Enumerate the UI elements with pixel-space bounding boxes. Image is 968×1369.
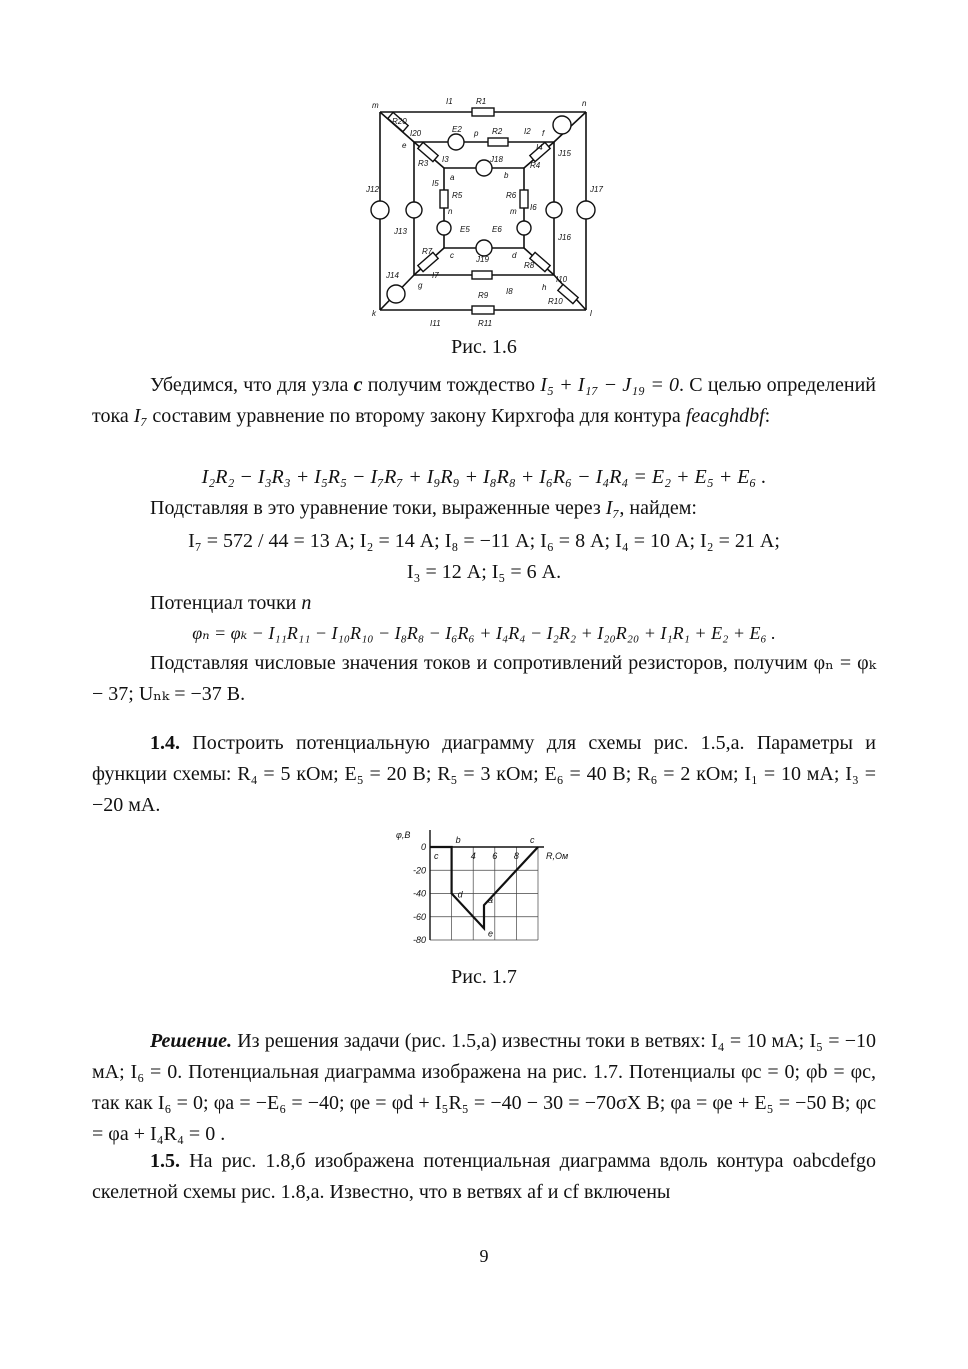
p1-contour: feacghdbf <box>685 405 765 427</box>
figure-1-6-caption: Рис. 1.6 <box>451 336 517 358</box>
figure-1-7-caption: Рис. 1.7 <box>451 966 517 988</box>
label-I20: I20 <box>410 129 422 138</box>
p3-text-a: Потенциал точки <box>150 592 302 614</box>
label-J16: J16 <box>558 233 571 242</box>
x-axis-label: R,Ом <box>546 851 569 861</box>
label-R6: R6 <box>506 191 517 200</box>
label-inner-m: m <box>510 207 517 216</box>
problem-1-5 <box>92 1146 876 1208</box>
label-I5: I5 <box>432 179 439 188</box>
p2-text-a: Подставляя в это уравнение токи, выраженные через <box>150 497 606 519</box>
p2-text-b: , найдем: <box>619 497 697 519</box>
equation-potential: φₙ = φₖ − I₁₁R₁₁ − I₁₀R₁₀ − I₈R₈ − I₆R₆ + I₄R₄ − I₂R₂ + I₂₀R₂₀ + I₁R₁ + E₂ + E₆ . <box>192 623 776 643</box>
label-I2: I2 <box>524 127 531 136</box>
node-n-label: n <box>582 99 587 108</box>
problem-1-5-number: 1.5. <box>150 1150 180 1172</box>
label-R2: R2 <box>492 127 503 136</box>
label-c: c <box>450 251 454 260</box>
label-R11: R11 <box>478 319 493 328</box>
y-tick-label: -20 <box>412 865 426 876</box>
label-E6: E6 <box>492 225 502 234</box>
problem-1-4 <box>92 728 876 821</box>
label-R7: R7 <box>422 247 433 256</box>
label-R20: R20 <box>392 117 407 126</box>
problem-1-4-text: Построить потенциальную диаграмму для схемы рис. 1.5,а. Параметры и функции схемы: R₄ = 5 кОм; E₅ = 20 В; R₅ = 3 кОм; E₆ = 40 В; R₆ = 2 кОм; I₁ = 10 мА; I₃ = −20 мА. <box>92 732 876 816</box>
paragraph-potential <box>92 588 876 619</box>
y-tick-label: 0 <box>420 842 426 852</box>
circuit-diagram-fig-1-6 <box>366 90 606 330</box>
y-tick-label: -80 <box>412 935 426 945</box>
problem-1-4-number: 1.4. <box>150 732 180 754</box>
label-inner-n: n <box>448 207 453 216</box>
x-tick-label: 4 <box>470 851 476 861</box>
p1-equation: I₅ + I₁₇ − J₁₉ = 0 <box>540 374 680 396</box>
label-a: a <box>450 173 455 182</box>
solution-paragraph <box>92 1026 876 1150</box>
solution-text: Из решения задачи (рис. 1.5,а) известны токи в ветвях: I₄ = 10 мА; I₅ = −10 мА; I₆ = 0. Потенциальная диаграмма изображена на рис. 1.7. Потенциалы φc = 0; φb = φc, так как I₆ = 0; φa = −E₆ = −40; φe = φd + I₅R₅ = −40 − 30 = −70σX В; φa = φe + E₅ = −50 В; φc = φa + I₄R₄ = 0 . <box>92 1030 876 1145</box>
label-E5: E5 <box>460 225 470 234</box>
point-label: c <box>434 851 439 861</box>
label-J12: J12 <box>366 185 379 194</box>
label-R3: R3 <box>418 159 429 168</box>
p1-text-a: Убедимся, что для узла <box>150 374 354 396</box>
y-axis-label: φ,В <box>396 830 411 840</box>
label-J17: J17 <box>590 185 603 194</box>
p1-node: c <box>353 374 363 396</box>
point-label: d <box>457 889 463 900</box>
point-label: e <box>488 928 494 939</box>
label-I8: I8 <box>506 287 513 296</box>
label-J13: J13 <box>394 227 407 236</box>
equation-currents-1: I₇ = 572 / 44 = 13 А; I₂ = 14 А; I₈ = −11 А; I₆ = 8 А; I₄ = 10 А; I₂ = 21 А; <box>188 530 780 552</box>
problem-1-5-text: На рис. 1.8,б изображена потенциальная диаграмма вдоль контура oabcdefgo скелетной схемы рис. 1.8,а. Известно, что в ветвях af и cf включены <box>92 1150 876 1203</box>
label-I10: I10 <box>556 275 568 284</box>
page-number: 9 <box>479 1246 489 1266</box>
p1-i7: I₇ <box>133 405 148 427</box>
label-J14: J14 <box>386 271 399 280</box>
label-R1: R1 <box>476 97 487 106</box>
label-R9: R9 <box>478 291 489 300</box>
x-tick-label: 6 <box>492 851 498 861</box>
label-J15: J15 <box>558 149 571 158</box>
label-R4: R4 <box>530 161 541 170</box>
paragraph-result: Подставляя числовые значения токов и сопротивлений резисторов, получим φₙ = φₖ − 37; Uₙₖ = −37 В. <box>92 652 876 705</box>
p1-text-d: составим уравнение по второму закону Кирхгофа для контура <box>147 405 686 427</box>
solution-label: Решение. <box>150 1030 233 1052</box>
node-l-label: l <box>590 309 592 318</box>
label-I1: I1 <box>446 97 453 106</box>
point-label: c <box>530 835 535 845</box>
point-label: b <box>455 835 461 845</box>
y-tick-label: -40 <box>412 888 426 899</box>
p3-n: n <box>301 592 312 614</box>
node-k-label: k <box>372 309 376 318</box>
label-I7: I7 <box>432 271 439 280</box>
y-tick-label: -60 <box>412 911 426 922</box>
label-d: d <box>512 251 517 260</box>
label-h: h <box>542 283 547 292</box>
label-I3: I3 <box>442 155 449 164</box>
label-R10: R10 <box>548 297 563 306</box>
equation-currents-2: I₃ = 12 А; I₅ = 6 А. <box>406 561 562 583</box>
label-g: g <box>418 281 423 290</box>
p1-text-b: получим тождество <box>362 374 541 396</box>
label-R5: R5 <box>452 191 463 200</box>
p1-text-c: . С целью определений тока <box>92 374 876 427</box>
x-tick-label: 8 <box>513 851 519 861</box>
label-R8: R8 <box>524 261 535 270</box>
node-m-label: m <box>372 101 379 110</box>
label-E2: E2 <box>452 125 462 134</box>
label-b: b <box>504 171 509 180</box>
paragraph-kirchhoff <box>92 370 876 432</box>
p1-text-e: : <box>764 405 771 427</box>
label-p: p <box>474 129 479 138</box>
label-I11: I11 <box>430 319 441 328</box>
label-J19: J19 <box>476 255 489 264</box>
potential-diagram-fig-1-7 <box>388 820 580 962</box>
label-I6: I6 <box>530 203 537 212</box>
potential-line <box>430 847 538 928</box>
p2-i7: I₇ <box>605 497 620 519</box>
label-e: e <box>402 141 407 150</box>
label-J18: J18 <box>490 155 503 164</box>
label-I4: I4 <box>536 143 543 152</box>
point-label: a <box>488 895 494 906</box>
equation-kirchhoff: I₂R₂ − I₃R₃ + I₅R₅ − I₇R₇ + I₉R₉ + I₈R₈ + I₆R₆ − I₄R₄ = E₂ + E₅ + E₆ . <box>201 466 767 488</box>
paragraph-substitute <box>92 493 876 524</box>
label-f: f <box>542 129 545 138</box>
